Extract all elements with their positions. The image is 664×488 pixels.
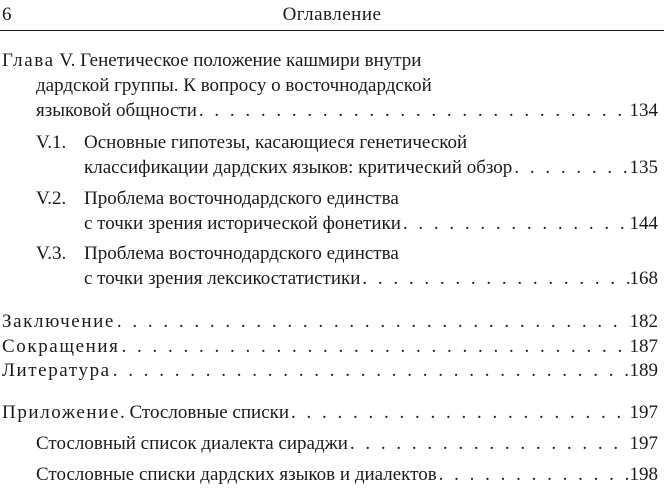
section-title-line2: классификации дардских языков: критический обзор xyxy=(84,157,513,178)
page-header xyxy=(0,0,664,30)
section-title-line2: с точки зрения исторической фонетики xyxy=(84,213,401,234)
page-ref: 135 xyxy=(629,157,658,178)
toc-abbreviations[interactable] xyxy=(2,334,658,360)
toc-appendix[interactable] xyxy=(2,400,658,426)
page-ref: 187 xyxy=(629,336,658,357)
entry-title: Стословные списки дардских языков и диалектов xyxy=(36,464,437,485)
entry-subtitle: . Стословные списки xyxy=(119,402,290,423)
entry-title: Стословный список диалекта сираджи xyxy=(36,433,348,454)
entry-title: Литература xyxy=(2,360,111,381)
page-number: 6 xyxy=(2,4,12,25)
section-title-line1: Проблема восточнодардского единства xyxy=(84,188,399,209)
dot-leader xyxy=(401,211,630,237)
toc-section-5-3-line2[interactable] xyxy=(84,266,658,292)
dot-leader xyxy=(197,98,630,124)
toc-section-5-3-line1[interactable] xyxy=(36,241,399,267)
toc-chapter5-line3[interactable] xyxy=(36,98,658,124)
section-number: V.1. xyxy=(36,132,67,153)
dot-leader xyxy=(437,462,630,488)
dot-leader xyxy=(119,334,629,360)
toc-section-5-1-line1[interactable] xyxy=(36,130,467,156)
section-title-line1: Проблема восточнодардского единства xyxy=(84,243,399,264)
chapter-label: Глава xyxy=(2,50,55,71)
toc-dardic-lists[interactable] xyxy=(36,462,658,488)
chapter-title-line1: V. Генетическое положение кашмири внутри xyxy=(54,50,422,71)
dot-leader xyxy=(348,431,630,457)
section-title-line2: с точки зрения лексикостатистики xyxy=(84,268,361,289)
toc-section-5-2-line2[interactable] xyxy=(84,211,658,237)
dot-leader xyxy=(512,155,629,181)
page-ref: 198 xyxy=(629,464,658,485)
toc-section-5-1-line2[interactable] xyxy=(84,155,658,181)
page-ref: 197 xyxy=(629,433,658,454)
page-ref: 168 xyxy=(629,268,658,289)
page-ref: 144 xyxy=(629,213,658,234)
section-number: V.3. xyxy=(36,243,67,264)
toc-chapter5-line1[interactable] xyxy=(2,48,421,74)
dot-leader xyxy=(360,266,629,292)
toc-sirajji-list[interactable] xyxy=(36,431,658,457)
page-ref: 197 xyxy=(629,402,658,423)
chapter-title-line3: языковой общности xyxy=(36,100,197,121)
section-title-line1: Основные гипотезы, касающиеся генетической xyxy=(84,132,468,153)
page-ref: 182 xyxy=(629,311,658,332)
dot-leader xyxy=(111,358,630,384)
chapter-title-line2: дардской группы. К вопросу о восточнодардской xyxy=(36,75,432,96)
toc-chapter5-line2[interactable] xyxy=(36,73,432,99)
page-ref: 189 xyxy=(629,360,658,381)
dot-leader xyxy=(289,400,629,426)
entry-title: Приложение xyxy=(2,402,120,423)
section-number: V.2. xyxy=(36,188,67,209)
dot-leader xyxy=(115,309,630,335)
toc-section-5-2-line1[interactable] xyxy=(36,186,399,212)
entry-title: Заключение xyxy=(2,311,115,332)
running-title: Оглавление xyxy=(282,4,382,25)
entry-title: Сокращения xyxy=(2,336,120,357)
header-rule xyxy=(0,30,664,31)
toc-literature[interactable] xyxy=(2,358,658,384)
page-ref: 134 xyxy=(629,100,658,121)
toc-conclusion[interactable] xyxy=(2,309,658,335)
